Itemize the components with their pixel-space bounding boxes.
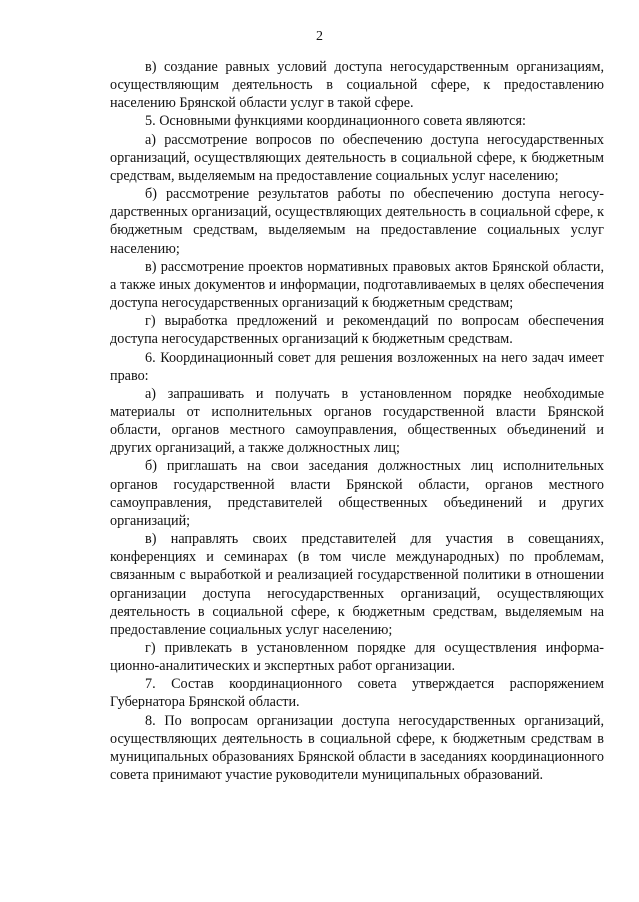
- paragraph-7: 7. Состав координационного совета утверждается распоряжением Губернатора Брянской области.: [110, 676, 604, 711]
- document-body: [110, 58, 604, 784]
- paragraph-6: 6. Координационный совет для решения возложенных на него задач имеет право:: [110, 349, 604, 384]
- paragraph-5a: а) рассмотрение вопросов по обеспечению доступа негосударственных организаций, осуществляющих деятельность в социальной сфере, к бюджетным средствам, выделяемым на предоставление социальных услуг населению;: [110, 131, 604, 184]
- paragraph-4v: в) создание равных условий доступа негосударственным организациям, осуществляющим деятельность в социальной сфере, к предоставлению населению Брянской области услуг в такой сфере.: [110, 59, 604, 112]
- paragraph-8: 8. По вопросам организации доступа негосударственных организаций, осуществляющих деятельность в социальной сфере, к бюджетным средствам в муниципальных образованиях Брянской области в заседаниях координационного совета принимают участие руководители муниципальных образований.: [110, 712, 604, 784]
- paragraph-6a: а) запрашивать и получать в установленном порядке необходимые материалы от исполнительных органов государственной власти Брянской области, органов местного самоуправления, общественных объединений и других организаций, а также должностных лиц;: [110, 385, 604, 457]
- paragraph-5: 5. Основными функциями координационного совета являются:: [145, 113, 526, 130]
- page-number: 2: [316, 29, 323, 44]
- paragraph-5v: в) рассмотрение проектов нормативных правовых актов Брянской области, а также иных документов и информации, подготавливаемых в целях обеспечения доступа негосударственных организаций к бюджетным средствам;: [110, 258, 604, 312]
- paragraph-5b: б) рассмотрение результатов работы по обеспечению доступа негосударственных организаций, осуществляющих деятельность в социальной сфере, к бюджетным средствам, выделяемым на предоставление социальных услуг населению;: [110, 186, 604, 257]
- paragraph-5g: г) выработка предложений и рекомендаций по вопросам обеспечения доступа негосударственных организаций к бюджетным средствам.: [110, 313, 604, 348]
- paragraph-6b: б) приглашать на свои заседания должностных лиц исполнительных органов государственной власти Брянской области, органов местного самоуправления, представителей общественных объединений и других организаций;: [110, 458, 604, 529]
- paragraph-6v: в) направлять своих представителей для участия в совещаниях, конференциях и семинарах (в том числе международных) по проблемам, связанным с выработкой и реализацией государственной политики в отношении организации доступа негосударственных организаций, осуществляющих деятельность в социальной сфере, к бюджетным средствам, выделяемым на предоставление социальных услуг населению;: [110, 531, 604, 638]
- paragraph-6g: г) привлекать в установленном порядке для осуществления информационно-аналитических и экспертных работ организации.: [110, 640, 604, 675]
